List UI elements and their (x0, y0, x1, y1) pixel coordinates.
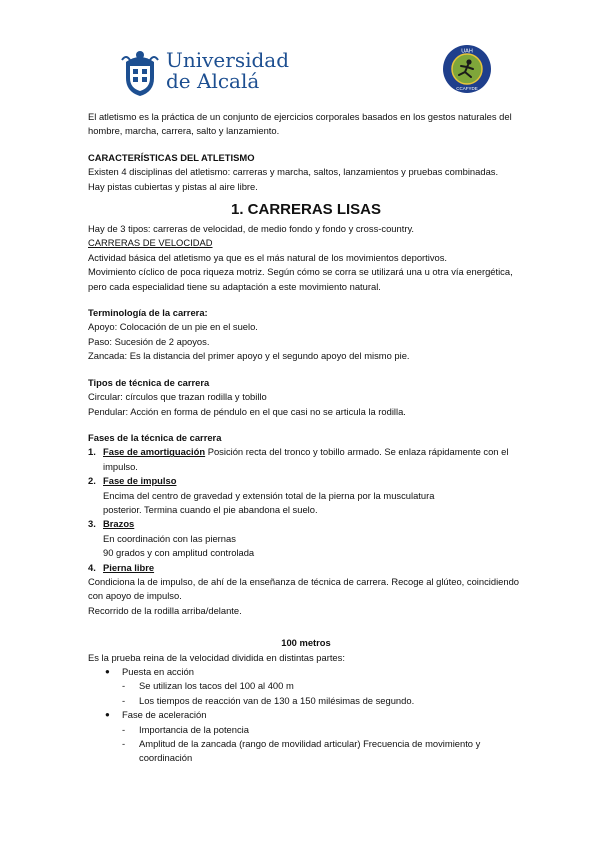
dash-icon: - (122, 680, 126, 692)
faculty-badge-icon (442, 44, 492, 94)
fase-item (88, 561, 524, 575)
sub-item-text: Los tiempos de reacción van de 130 a 150 milésimas de segundo. (139, 694, 415, 706)
cien-metros-intro: Es la prueba reina de la velocidad dividida en distintas partes: (88, 651, 345, 663)
caracteristicas-line1: Existen 4 disciplinas del atletismo: carreras y marcha, saltos, lanzamientos y pruebas combinadas. (88, 166, 499, 178)
fase-desc: Posición recta del tronco y tobillo armado. Se enlaza rápidamente con el impulso. (103, 446, 509, 472)
sub-list-item (88, 723, 524, 737)
fase-desc: En coordinación con las piernas (103, 532, 236, 544)
fase-desc: 90 grados y con amplitud controlada (103, 547, 255, 559)
fase-name: Brazos (103, 518, 135, 530)
bullet-label: Fase de aceleración (122, 709, 207, 721)
fase-number: 1. (88, 446, 96, 458)
fase-item (88, 445, 524, 474)
tipos-item: Pendular: Acción en forma de péndulo en el que casi no se articula la rodilla. (88, 405, 406, 417)
fase-item (88, 474, 524, 488)
dash-icon: - (122, 738, 126, 750)
list-item (88, 708, 524, 722)
sub-list-item (88, 737, 524, 766)
university-line2: de Alcalá (166, 69, 260, 93)
list-item (88, 665, 524, 679)
terminologia-item: Zancada: Es la distancia del primer apoyo y el segundo apoyo del mismo pie. (88, 350, 410, 362)
heading-carreras-lisas: 1. CARRERAS LISAS (230, 201, 382, 219)
velocidad-desc2: Movimiento cíclico de poca riqueza motriz. Según cómo se corra se utilizará una u otra vía energética, pero cada especialidad tiene su adaptación a este movimiento natural. (88, 266, 513, 292)
badge-text-top: UAH (461, 48, 473, 55)
dash-icon: - (122, 694, 126, 706)
university-logo (120, 46, 290, 104)
fase-desc: Encima del centro de gravedad y extensión total de la pierna por la musculatura (103, 489, 435, 501)
fase-name: Pierna libre (103, 561, 155, 573)
terminologia-title: Terminología de la carrera: (88, 307, 208, 319)
subheading-velocidad: CARRERAS DE VELOCIDAD (88, 237, 213, 249)
fase-name: Fase de impulso (103, 475, 177, 487)
sub-list-item (88, 694, 524, 708)
sub-item-text: Importancia de la potencia (139, 723, 249, 735)
sub-list-item (88, 679, 524, 693)
sub-item-text: Se utilizan los tacos del 100 al 400 m (139, 680, 294, 692)
fase-number: 3. (88, 518, 96, 530)
fase-number: 2. (88, 475, 96, 487)
fase-number: 4. (88, 561, 96, 573)
velocidad-desc1: Actividad básica del atletismo ya que es el más natural de los movimientos deportivos. (88, 251, 448, 263)
fases-title: Fases de la técnica de carrera (88, 431, 222, 443)
bullet-icon: ● (105, 667, 110, 676)
terminologia-item: Paso: Sucesión de 2 apoyos. (88, 335, 210, 347)
document-body (88, 110, 524, 766)
bullet-label: Puesta en acción (122, 666, 194, 677)
university-line1: Universidad (166, 48, 290, 72)
tipos-item: Circular: círculos que trazan rodilla y tobillo (88, 391, 267, 403)
section-title-caracteristicas: CARACTERÍSTICAS DEL ATLETISMO (88, 151, 255, 163)
sub-item-text: Amplitud de la zancada (rango de movilidad articular) Frecuencia de movimiento y coordinación (139, 738, 481, 764)
intro-paragraph: El atletismo es la práctica de un conjunto de ejercicios corporales basados en los gestos naturales del hombre, marcha, carrera, salto y lanzamiento. (88, 111, 512, 137)
pierna-libre-desc2: Recorrido de la rodilla arriba/delante. (88, 604, 242, 616)
university-name (166, 50, 289, 92)
badge-text-bottom: CCAFYDE (456, 86, 478, 91)
terminologia-item: Apoyo: Colocación de un pie en el suelo. (88, 321, 258, 333)
fase-text (103, 445, 524, 474)
fase-desc: posterior. Termina cuando el pie abandona el suelo. (103, 503, 318, 515)
bullet-icon: ● (105, 710, 110, 720)
pierna-libre-desc: Condiciona la de impulso, de ahí de la enseñanza de técnica de carrera. Recoge al glúteo, coincidiendo con apoyo de impulso. (88, 575, 520, 602)
carreras-types: Hay de 3 tipos: carreras de velocidad, de medio fondo y fondo y cross-country. (88, 223, 415, 235)
crest-icon (120, 48, 160, 98)
caracteristicas-line2: Hay pistas cubiertas y pistas al aire libre. (88, 180, 258, 192)
fase-item (88, 517, 524, 531)
tipos-title: Tipos de técnica de carrera (88, 376, 210, 388)
cien-metros-title: 100 metros (281, 637, 331, 649)
dash-icon: - (122, 723, 126, 735)
fase-name: Fase de amortiguación (103, 446, 206, 458)
